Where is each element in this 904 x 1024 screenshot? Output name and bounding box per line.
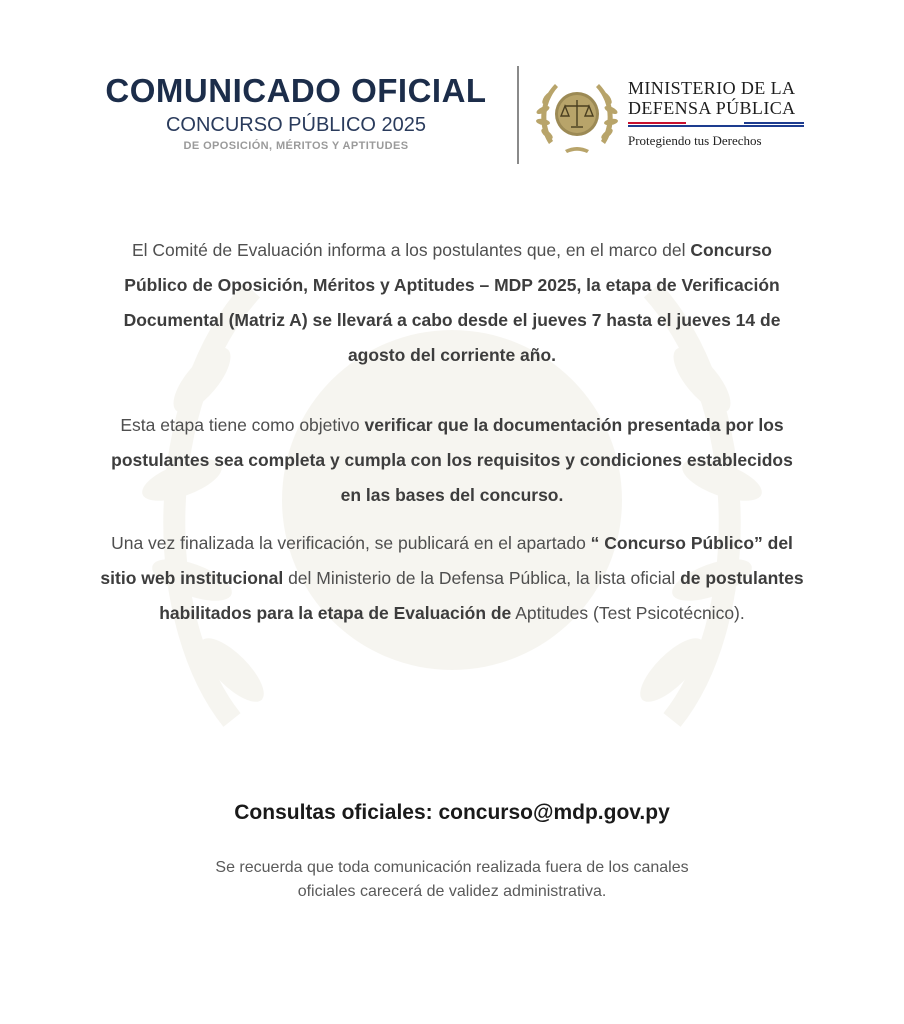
header-title-block (96, 72, 496, 152)
laurel-scales-seal-icon (535, 74, 619, 156)
header (0, 60, 904, 170)
paragraph-2-bold: verificar que la documentación presentada por los postulantes sea completa y cumpla con los requisitos y condiciones establecidos en las bases del concurso. (111, 415, 793, 505)
ministry-brand (628, 78, 818, 149)
paragraph-1-intro: El Comité de Evaluación informa a los postulantes que, en el marco del (131, 240, 691, 260)
paragraph-2 (100, 408, 804, 513)
page-title: COMUNICADO OFICIAL (105, 72, 487, 109)
paragraph-3-bold-section: “ Concurso Público” del sitio web institucional (100, 533, 793, 588)
paragraph-3-middle: del Ministerio de la Defensa Pública, la lista oficial (283, 568, 681, 588)
ministry-name-line2: DEFENSA PÚBLICA (628, 98, 796, 118)
announcement-body (100, 233, 804, 631)
contact-line: Consultas oficiales: concurso@mdp.gov.py (234, 801, 670, 824)
flag-stripe-blue (628, 125, 804, 127)
page-subtitle-secondary: DE OPOSICIÓN, MÉRITOS Y APTITUDES (183, 140, 409, 152)
paragraph-1 (100, 233, 804, 373)
validity-notice: Se recuerda que toda comunicación realizada fuera de los canales oficiales carecerá de validez administrativa. (215, 859, 689, 900)
paragraph-3-bold-list: de postulantes habilitados para la etapa de Evaluación de (159, 568, 804, 623)
page-subtitle: CONCURSO PÚBLICO 2025 (165, 114, 427, 136)
ministry-name-line1: MINISTERIO DE LA (628, 78, 796, 98)
paragraph-3 (100, 526, 804, 631)
paragraph-2-intro: Esta etapa tiene como objetivo (120, 415, 365, 435)
flag-stripe (628, 122, 804, 124)
paragraph-3-end: Aptitudes (Test Psicotécnico). (511, 603, 745, 623)
paragraph-3-intro: Una vez finalizada la verificación, se publicará en el apartado (111, 533, 591, 553)
paragraph-1-bold: Concurso Público de Oposición, Méritos y Aptitudes – MDP 2025, la etapa de Verificación Documental (Matriz A) se llevará a cabo desde el jueves 7 hasta el jueves 14 de agosto del corriente año. (123, 240, 781, 365)
ministry-tagline: Protegiendo tus Derechos (628, 133, 762, 148)
header-divider (517, 66, 519, 164)
